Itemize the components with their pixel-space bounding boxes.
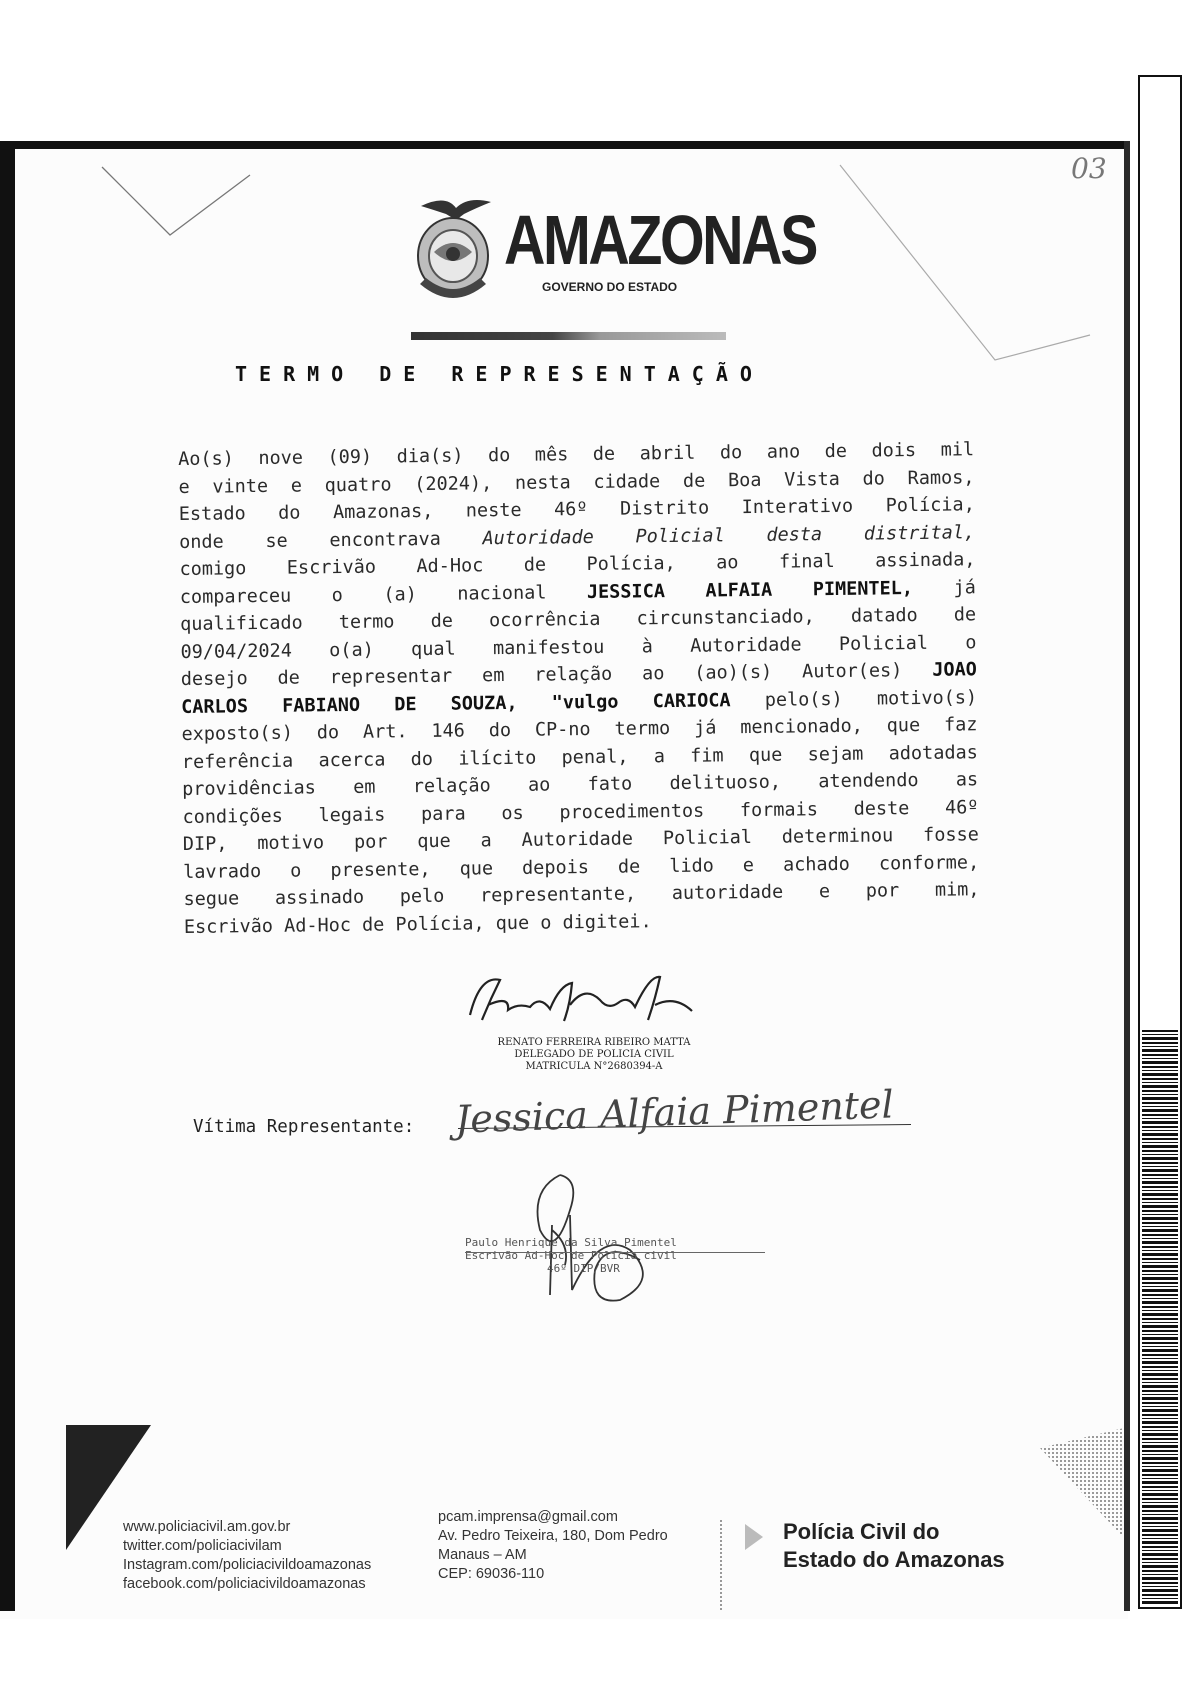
brand-subtitle: GOVERNO DO ESTADO xyxy=(542,280,678,294)
footer-twitter-link[interactable]: twitter.com/policiacivilam xyxy=(123,1538,282,1554)
header-divider-bar xyxy=(411,332,726,340)
body-line: DIP, motivo por que a Autoridade Policial determinou fosse xyxy=(182,824,979,855)
body-line: CARLOS FABIANO DE SOUZA, "vulgo CARIOCA pelo(s) motivo(s) xyxy=(181,686,978,718)
author-name: CARLOS FABIANO DE SOUZA, "vulgo CARIOCA xyxy=(181,689,731,718)
scan-edge-right xyxy=(1124,141,1130,1611)
body-line: segue assinado pelo representante, autoridade e por mim, xyxy=(183,879,980,910)
body-line: qualificado termo de ocorrência circunstanciado, datado de xyxy=(180,604,977,635)
clerk-signature-block xyxy=(465,1236,677,1275)
body-line: exposto(s) do Art. 146 do CP-no termo já mencionado, que faz xyxy=(181,714,978,745)
delegado-name: RENATO FERREIRA RIBEIRO MATTA xyxy=(497,1037,691,1048)
body-line: Estado do Amazonas, neste 46º Distrito Interativo Polícia, xyxy=(178,494,975,525)
body-line: Ao(s) nove (09) dia(s) do mês de abril do ano de dois mil xyxy=(178,439,975,470)
footer-arrow-icon xyxy=(743,1522,765,1552)
footer-site-link[interactable]: www.policiacivil.am.gov.br xyxy=(123,1519,291,1535)
body-line: condições legais para os procedimentos formais deste 46º xyxy=(182,796,979,828)
body-line: lavrado o presente, que depois de lido e achado conforme, xyxy=(183,851,980,883)
footer-cep: CEP: 69036-110 xyxy=(438,1566,545,1582)
clerk-unit: 46º DIP/BVR xyxy=(547,1262,620,1275)
body-line: desejo de representar em relação ao (ao)(s) Autor(es) JOAO xyxy=(180,659,977,690)
footer-contact xyxy=(438,1508,668,1584)
body-line: providências em relação ao fato delituoso, atendendo as xyxy=(182,769,979,800)
state-coat-of-arms-logo xyxy=(406,194,501,309)
page-number: 03 xyxy=(1071,152,1107,185)
footer-address: Av. Pedro Teixeira, 180, Dom Pedro xyxy=(438,1528,668,1544)
footer-facebook-link[interactable]: facebook.com/policiacivildoamazonas xyxy=(123,1576,366,1592)
fold-mark-left xyxy=(100,165,270,245)
brand-name: AMAZONAS xyxy=(504,201,816,279)
scan-edge-left xyxy=(0,141,15,1611)
delegado-registration: MATRICULA N°2680394-A xyxy=(525,1061,663,1072)
body-line: 09/04/2024 o(a) qual manifestou à Autoridade Policial o xyxy=(180,631,977,663)
footer-email[interactable]: pcam.imprensa@gmail.com xyxy=(438,1509,618,1525)
document-title: TERMO DE REPRESENTAÇÃO xyxy=(235,362,764,386)
footer-corner-pattern xyxy=(1040,1428,1124,1538)
fold-mark-right xyxy=(820,160,1100,370)
body-line: e vinte e quatro (2024), nesta cidade de Boa Vista do Ramos, xyxy=(178,466,975,498)
victim-label: Vítima Representante: xyxy=(193,1117,415,1137)
delegado-signature xyxy=(460,965,710,1035)
footer-instagram-link[interactable]: Instagram.com/policiacivildoamazonas xyxy=(123,1557,372,1573)
footer-city: Manaus – AM xyxy=(438,1547,527,1563)
victim-name: JESSICA ALFAIA PIMENTEL, xyxy=(586,577,914,603)
clerk-signature-line xyxy=(465,1252,765,1253)
body-line: Escrivão Ad-Hoc de Polícia, que o digitei. xyxy=(183,910,652,938)
footer-org-name: Polícia Civil do Estado do Amazonas xyxy=(783,1519,1005,1572)
body-line: referência acerca do ilícito penal, a fim que sejam adotadas xyxy=(181,741,978,773)
footer-divider xyxy=(720,1520,724,1610)
barcode-image xyxy=(1142,1030,1178,1604)
clerk-role: Escrivão Ad-Hoc de Polícia civil xyxy=(465,1249,677,1262)
body-line: onde se encontrava Autoridade Policial desta distrital, xyxy=(179,521,976,553)
body-line: compareceu o (a) nacional JESSICA ALFAIA PIMENTEL, já xyxy=(179,576,976,608)
footer-links xyxy=(123,1518,371,1594)
delegado-signature-block xyxy=(494,1037,694,1073)
clerk-name: Paulo Henrique da Silva Pimentel xyxy=(465,1236,677,1249)
body-line: comigo Escrivão Ad-Hoc de Polícia, ao final assinada, xyxy=(179,549,976,580)
document-body xyxy=(178,436,980,941)
delegado-role: DELEGADO DE POLICIA CIVIL xyxy=(514,1049,674,1060)
victim-signature: Jessica Alfaia Pimentel xyxy=(454,1082,895,1142)
